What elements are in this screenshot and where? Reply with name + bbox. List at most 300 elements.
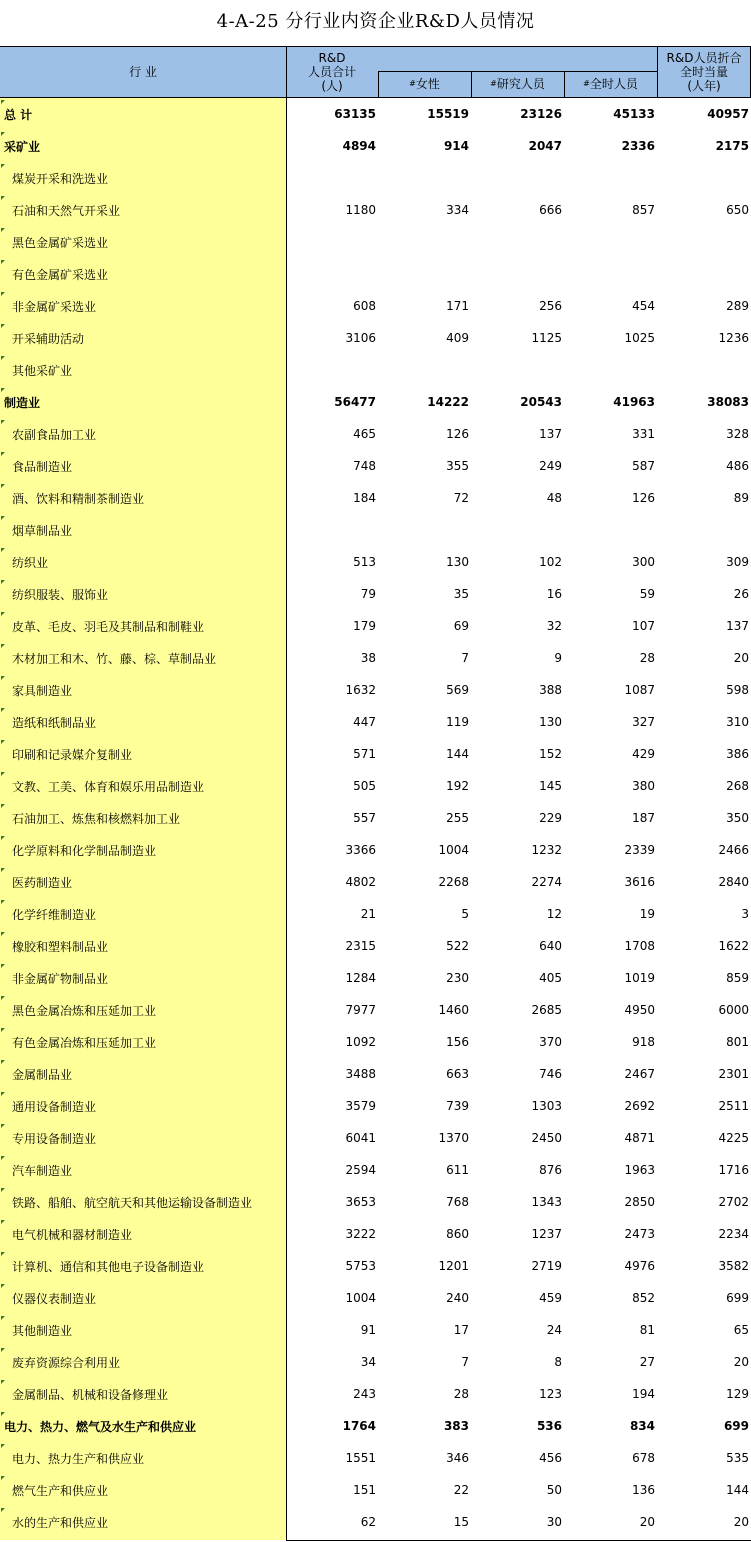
industry-name: 汽车制造业 [12, 1163, 73, 1178]
value-cell: 2047 [528, 139, 562, 153]
header-total-line3: (人) [321, 79, 343, 93]
header-mark: # [583, 79, 590, 88]
cell-marker-icon [1, 996, 5, 1000]
value-cell: 255 [446, 811, 469, 825]
table-row [0, 226, 751, 258]
table-row [0, 866, 751, 898]
value-cell: 2685 [531, 1003, 562, 1017]
value-cell: 30 [546, 1515, 562, 1529]
industry-name: 医药制造业 [12, 875, 73, 890]
cell-marker-icon [1, 772, 5, 776]
value-cell: 748 [353, 459, 376, 473]
industry-name: 专用设备制造业 [12, 1131, 97, 1146]
industry-name: 非金属矿物制品业 [12, 971, 109, 986]
value-cell [564, 354, 657, 386]
value-cell: 1087 [624, 683, 655, 697]
value-cell [378, 354, 471, 386]
value-cell: 48 [546, 491, 562, 505]
cell-marker-icon [1, 932, 5, 936]
value-cell: 4225 [718, 1131, 749, 1145]
header-female [378, 71, 471, 97]
value-cell: 650 [726, 203, 749, 217]
value-cell: 569 [446, 683, 469, 697]
value-cell: 611 [446, 1163, 469, 1177]
value-cell: 4950 [624, 1003, 655, 1017]
value-cell: 56477 [334, 395, 376, 409]
cell-marker-icon [1, 388, 5, 392]
header-industry [0, 46, 286, 98]
value-cell: 26 [733, 587, 749, 601]
value-cell: 678 [632, 1451, 655, 1465]
cell-marker-icon [1, 676, 5, 680]
value-cell: 34 [360, 1355, 376, 1369]
value-cell [471, 226, 564, 258]
table-row [0, 962, 751, 994]
header-divider [286, 46, 287, 98]
value-cell: 454 [632, 299, 655, 313]
value-cell: 63135 [334, 107, 376, 121]
cell-marker-icon [1, 1188, 5, 1192]
table-row [0, 418, 751, 450]
value-cell: 2840 [718, 875, 749, 889]
table-row [0, 642, 751, 674]
cell-marker-icon [1, 868, 5, 872]
table-row [0, 1314, 751, 1346]
cell-marker-icon [1, 1220, 5, 1224]
value-cell: 459 [539, 1291, 562, 1305]
value-cell: 409 [446, 331, 469, 345]
value-cell [378, 258, 471, 290]
cell-marker-icon [1, 1284, 5, 1288]
table-row [0, 322, 751, 354]
value-cell: 429 [632, 747, 655, 761]
value-cell: 65 [733, 1323, 749, 1337]
value-cell: 598 [726, 683, 749, 697]
value-cell: 2274 [531, 875, 562, 889]
value-cell: 194 [632, 1387, 655, 1401]
industry-name: 烟草制品业 [12, 523, 73, 538]
table-row [0, 162, 751, 194]
cell-marker-icon [1, 964, 5, 968]
value-cell: 179 [353, 619, 376, 633]
table-row [0, 802, 751, 834]
value-cell: 3106 [345, 331, 376, 345]
table-row [0, 1474, 751, 1506]
value-cell: 40957 [707, 107, 749, 121]
value-cell: 1201 [438, 1259, 469, 1273]
industry-name: 化学原料和化学制品制造业 [12, 843, 157, 858]
value-cell [286, 258, 378, 290]
table-row [0, 930, 751, 962]
value-cell: 2336 [621, 139, 655, 153]
table-row [0, 834, 751, 866]
value-cell: 28 [639, 651, 655, 665]
table-row [0, 1058, 751, 1090]
industry-name: 计算机、通信和其他电子设备制造业 [12, 1259, 205, 1274]
value-cell: 571 [353, 747, 376, 761]
value-cell: 1632 [345, 683, 376, 697]
value-cell: 914 [443, 139, 469, 153]
table-row [0, 898, 751, 930]
cell-marker-icon [1, 100, 5, 104]
value-cell: 15519 [427, 107, 469, 121]
value-cell [657, 226, 751, 258]
value-cell [378, 514, 471, 546]
industry-name: 酒、饮料和精制茶制造业 [12, 491, 145, 506]
table-row [0, 1218, 751, 1250]
header-fte-line3: (人年) [687, 79, 721, 93]
value-cell: 1963 [624, 1163, 655, 1177]
value-cell [564, 258, 657, 290]
value-cell: 243 [353, 1387, 376, 1401]
value-cell: 859 [726, 971, 749, 985]
cell-marker-icon [1, 740, 5, 744]
cell-marker-icon [1, 1476, 5, 1480]
table-row [0, 1506, 751, 1538]
value-cell: 350 [726, 811, 749, 825]
cell-marker-icon [1, 1060, 5, 1064]
cell-marker-icon [1, 1444, 5, 1448]
value-cell: 152 [539, 747, 562, 761]
value-cell: 3 [741, 907, 749, 921]
table-row [0, 354, 751, 386]
industry-name: 其他采矿业 [12, 363, 73, 378]
cell-marker-icon [1, 420, 5, 424]
table-row [0, 514, 751, 546]
value-cell: 130 [446, 555, 469, 569]
value-cell: 14222 [427, 395, 469, 409]
value-cell: 50 [546, 1483, 562, 1497]
value-cell: 256 [539, 299, 562, 313]
value-cell: 876 [539, 1163, 562, 1177]
cell-marker-icon [1, 900, 5, 904]
value-cell: 184 [353, 491, 376, 505]
value-cell: 3616 [624, 875, 655, 889]
value-cell: 187 [632, 811, 655, 825]
value-cell: 2450 [531, 1131, 562, 1145]
value-cell: 45133 [613, 107, 655, 121]
table-row [0, 450, 751, 482]
value-cell: 1764 [342, 1419, 376, 1433]
value-cell: 137 [539, 427, 562, 441]
table-row [0, 1122, 751, 1154]
value-cell: 8 [554, 1355, 562, 1369]
value-cell: 38083 [707, 395, 749, 409]
value-cell: 857 [632, 203, 655, 217]
value-cell: 20 [733, 1355, 749, 1369]
value-cell: 5753 [345, 1259, 376, 1273]
cell-marker-icon [1, 292, 5, 296]
header-divider [564, 71, 565, 98]
value-cell: 21 [360, 907, 376, 921]
table-row [0, 1186, 751, 1218]
cell-marker-icon [1, 1508, 5, 1512]
value-cell: 130 [539, 715, 562, 729]
value-cell [471, 258, 564, 290]
value-cell [657, 162, 751, 194]
value-cell: 89 [733, 491, 749, 505]
table-row [0, 1026, 751, 1058]
industry-name: 水的生产和供应业 [12, 1515, 109, 1530]
value-cell: 12 [546, 907, 562, 921]
value-cell: 19 [639, 907, 655, 921]
value-cell: 2719 [531, 1259, 562, 1273]
industry-name: 电力、热力生产和供应业 [12, 1451, 145, 1466]
industry-name: 石油和天然气开采业 [12, 203, 121, 218]
value-cell: 1004 [345, 1291, 376, 1305]
value-cell: 38 [360, 651, 376, 665]
value-cell: 2511 [718, 1099, 749, 1113]
value-cell: 2268 [438, 875, 469, 889]
value-cell: 59 [639, 587, 655, 601]
cell-marker-icon [1, 548, 5, 552]
header-researcher [471, 71, 564, 97]
value-cell: 1303 [531, 1099, 562, 1113]
value-cell: 3488 [345, 1067, 376, 1081]
table-row [0, 130, 751, 162]
industry-name: 总 计 [4, 107, 33, 122]
industry-name: 采矿业 [4, 139, 41, 154]
value-cell: 145 [539, 779, 562, 793]
table-row [0, 706, 751, 738]
value-cell: 72 [453, 491, 469, 505]
industry-name: 造纸和纸制品业 [12, 715, 97, 730]
value-cell: 1237 [531, 1227, 562, 1241]
value-cell: 535 [726, 1451, 749, 1465]
value-cell [471, 162, 564, 194]
industry-name: 废弃资源综合利用业 [12, 1355, 121, 1370]
value-cell: 3579 [345, 1099, 376, 1113]
industry-name: 食品制造业 [12, 459, 73, 474]
value-cell: 20 [733, 1515, 749, 1529]
table-row [0, 610, 751, 642]
value-cell: 801 [726, 1035, 749, 1049]
value-cell: 386 [726, 747, 749, 761]
value-cell: 1180 [345, 203, 376, 217]
value-cell: 24 [546, 1323, 562, 1337]
table-row [0, 98, 751, 130]
value-cell [286, 162, 378, 194]
value-cell: 20 [733, 651, 749, 665]
value-cell [471, 354, 564, 386]
value-cell: 107 [632, 619, 655, 633]
value-cell: 22 [453, 1483, 469, 1497]
value-cell: 79 [360, 587, 376, 601]
value-cell [471, 514, 564, 546]
industry-name: 化学纤维制造业 [12, 907, 97, 922]
value-cell: 465 [353, 427, 376, 441]
header-total-line1: R&D [318, 51, 346, 65]
value-cell: 249 [539, 459, 562, 473]
value-cell: 5 [461, 907, 469, 921]
table-row [0, 674, 751, 706]
table-row [0, 1090, 751, 1122]
value-cell: 4976 [624, 1259, 655, 1273]
table-row [0, 1282, 751, 1314]
industry-name: 黑色金属冶炼和压延加工业 [12, 1003, 157, 1018]
value-cell: 513 [353, 555, 376, 569]
value-cell: 300 [632, 555, 655, 569]
value-cell: 3653 [345, 1195, 376, 1209]
cell-marker-icon [1, 836, 5, 840]
table-row [0, 1154, 751, 1186]
header-industry-label: 行 业 [129, 65, 157, 79]
value-cell: 240 [446, 1291, 469, 1305]
cell-marker-icon [1, 1316, 5, 1320]
industry-name: 家具制造业 [12, 683, 73, 698]
header-researcher-label: 研究人员 [496, 77, 545, 91]
cell-marker-icon [1, 580, 5, 584]
industry-name: 煤炭开采和洗选业 [12, 171, 109, 186]
value-cell: 7 [461, 1355, 469, 1369]
value-cell [564, 514, 657, 546]
value-cell: 2473 [624, 1227, 655, 1241]
value-cell: 1284 [345, 971, 376, 985]
cell-marker-icon [1, 356, 5, 360]
value-cell [657, 514, 751, 546]
industry-name: 有色金属矿采选业 [12, 267, 109, 282]
table-row [0, 1378, 751, 1410]
value-cell: 388 [539, 683, 562, 697]
value-cell: 852 [632, 1291, 655, 1305]
value-cell: 1551 [345, 1451, 376, 1465]
table-bottom-rule [286, 1540, 751, 1541]
value-cell: 310 [726, 715, 749, 729]
value-cell: 327 [632, 715, 655, 729]
value-cell: 126 [632, 491, 655, 505]
value-cell: 4802 [345, 875, 376, 889]
value-cell: 20543 [520, 395, 562, 409]
value-cell: 268 [726, 779, 749, 793]
value-cell: 328 [726, 427, 749, 441]
value-cell: 746 [539, 1067, 562, 1081]
value-cell: 1019 [624, 971, 655, 985]
value-cell: 69 [453, 619, 469, 633]
table-row [0, 738, 751, 770]
table-row [0, 1442, 751, 1474]
header-divider [471, 71, 472, 98]
industry-name: 非金属矿采选业 [12, 299, 97, 314]
value-cell: 119 [446, 715, 469, 729]
value-cell: 1370 [438, 1131, 469, 1145]
value-cell: 663 [446, 1067, 469, 1081]
cell-marker-icon [1, 452, 5, 456]
value-cell: 486 [726, 459, 749, 473]
industry-name: 通用设备制造业 [12, 1099, 97, 1114]
header-mark: # [490, 79, 497, 88]
value-cell: 834 [629, 1419, 655, 1433]
cell-marker-icon [1, 804, 5, 808]
header-female-label: 女性 [415, 77, 440, 91]
industry-name: 仪器仪表制造业 [12, 1291, 97, 1306]
header-fulltime [564, 71, 657, 97]
industry-name: 制造业 [4, 395, 41, 410]
value-cell: 346 [446, 1451, 469, 1465]
value-cell: 15 [453, 1515, 469, 1529]
value-cell: 20 [639, 1515, 655, 1529]
header-total [286, 46, 378, 98]
value-cell: 229 [539, 811, 562, 825]
value-cell: 27 [639, 1355, 655, 1369]
value-cell: 456 [539, 1451, 562, 1465]
value-cell: 1343 [531, 1195, 562, 1209]
industry-name: 金属制品、机械和设备修理业 [12, 1387, 169, 1402]
value-cell: 1092 [345, 1035, 376, 1049]
value-cell [286, 514, 378, 546]
value-cell [657, 258, 751, 290]
value-cell: 383 [443, 1419, 469, 1433]
value-cell [286, 354, 378, 386]
cell-marker-icon [1, 1156, 5, 1160]
value-cell: 144 [446, 747, 469, 761]
value-cell: 2315 [345, 939, 376, 953]
header-fte-line1: R&D人员折合 [666, 51, 742, 65]
value-cell: 17 [453, 1323, 469, 1337]
industry-name: 开采辅助活动 [12, 331, 85, 346]
header-subdivider [378, 71, 657, 72]
table-row [0, 258, 751, 290]
value-cell: 557 [353, 811, 376, 825]
industry-name: 有色金属冶炼和压延加工业 [12, 1035, 157, 1050]
value-cell: 2594 [345, 1163, 376, 1177]
value-cell: 334 [446, 203, 469, 217]
header-fulltime-label: 全时人员 [589, 77, 638, 91]
table-row [0, 546, 751, 578]
industry-name: 农副食品加工业 [12, 427, 97, 442]
table-row [0, 994, 751, 1026]
industry-name: 印刷和记录媒介复制业 [12, 747, 133, 762]
value-cell: 2175 [715, 139, 749, 153]
table-row [0, 770, 751, 802]
value-cell: 405 [539, 971, 562, 985]
value-cell: 3582 [718, 1259, 749, 1273]
value-cell: 126 [446, 427, 469, 441]
header-mark: # [409, 79, 416, 88]
value-cell: 2467 [624, 1067, 655, 1081]
cell-marker-icon [1, 1124, 5, 1128]
value-cell: 289 [726, 299, 749, 313]
value-cell: 739 [446, 1099, 469, 1113]
cell-marker-icon [1, 164, 5, 168]
industry-name: 皮革、毛皮、羽毛及其制品和制鞋业 [12, 619, 205, 634]
value-cell: 860 [446, 1227, 469, 1241]
value-cell: 640 [539, 939, 562, 953]
value-cell: 380 [632, 779, 655, 793]
value-cell: 23126 [520, 107, 562, 121]
value-cell: 32 [546, 619, 562, 633]
industry-name: 燃气生产和供应业 [12, 1483, 109, 1498]
value-cell: 522 [446, 939, 469, 953]
value-cell: 699 [723, 1419, 749, 1433]
industry-name: 纺织业 [12, 555, 49, 570]
value-cell: 370 [539, 1035, 562, 1049]
value-cell: 129 [726, 1387, 749, 1401]
value-cell: 136 [632, 1483, 655, 1497]
value-cell: 6041 [345, 1131, 376, 1145]
value-cell: 91 [360, 1323, 376, 1337]
value-cell [657, 354, 751, 386]
value-cell: 3366 [345, 843, 376, 857]
value-cell: 309 [726, 555, 749, 569]
cell-marker-icon [1, 1412, 5, 1416]
header-total-line2: 人员合计 [307, 65, 356, 79]
value-cell: 151 [353, 1483, 376, 1497]
value-cell: 171 [446, 299, 469, 313]
table-row [0, 194, 751, 226]
value-cell: 2301 [718, 1067, 749, 1081]
value-cell: 1236 [718, 331, 749, 345]
value-cell: 2850 [624, 1195, 655, 1209]
